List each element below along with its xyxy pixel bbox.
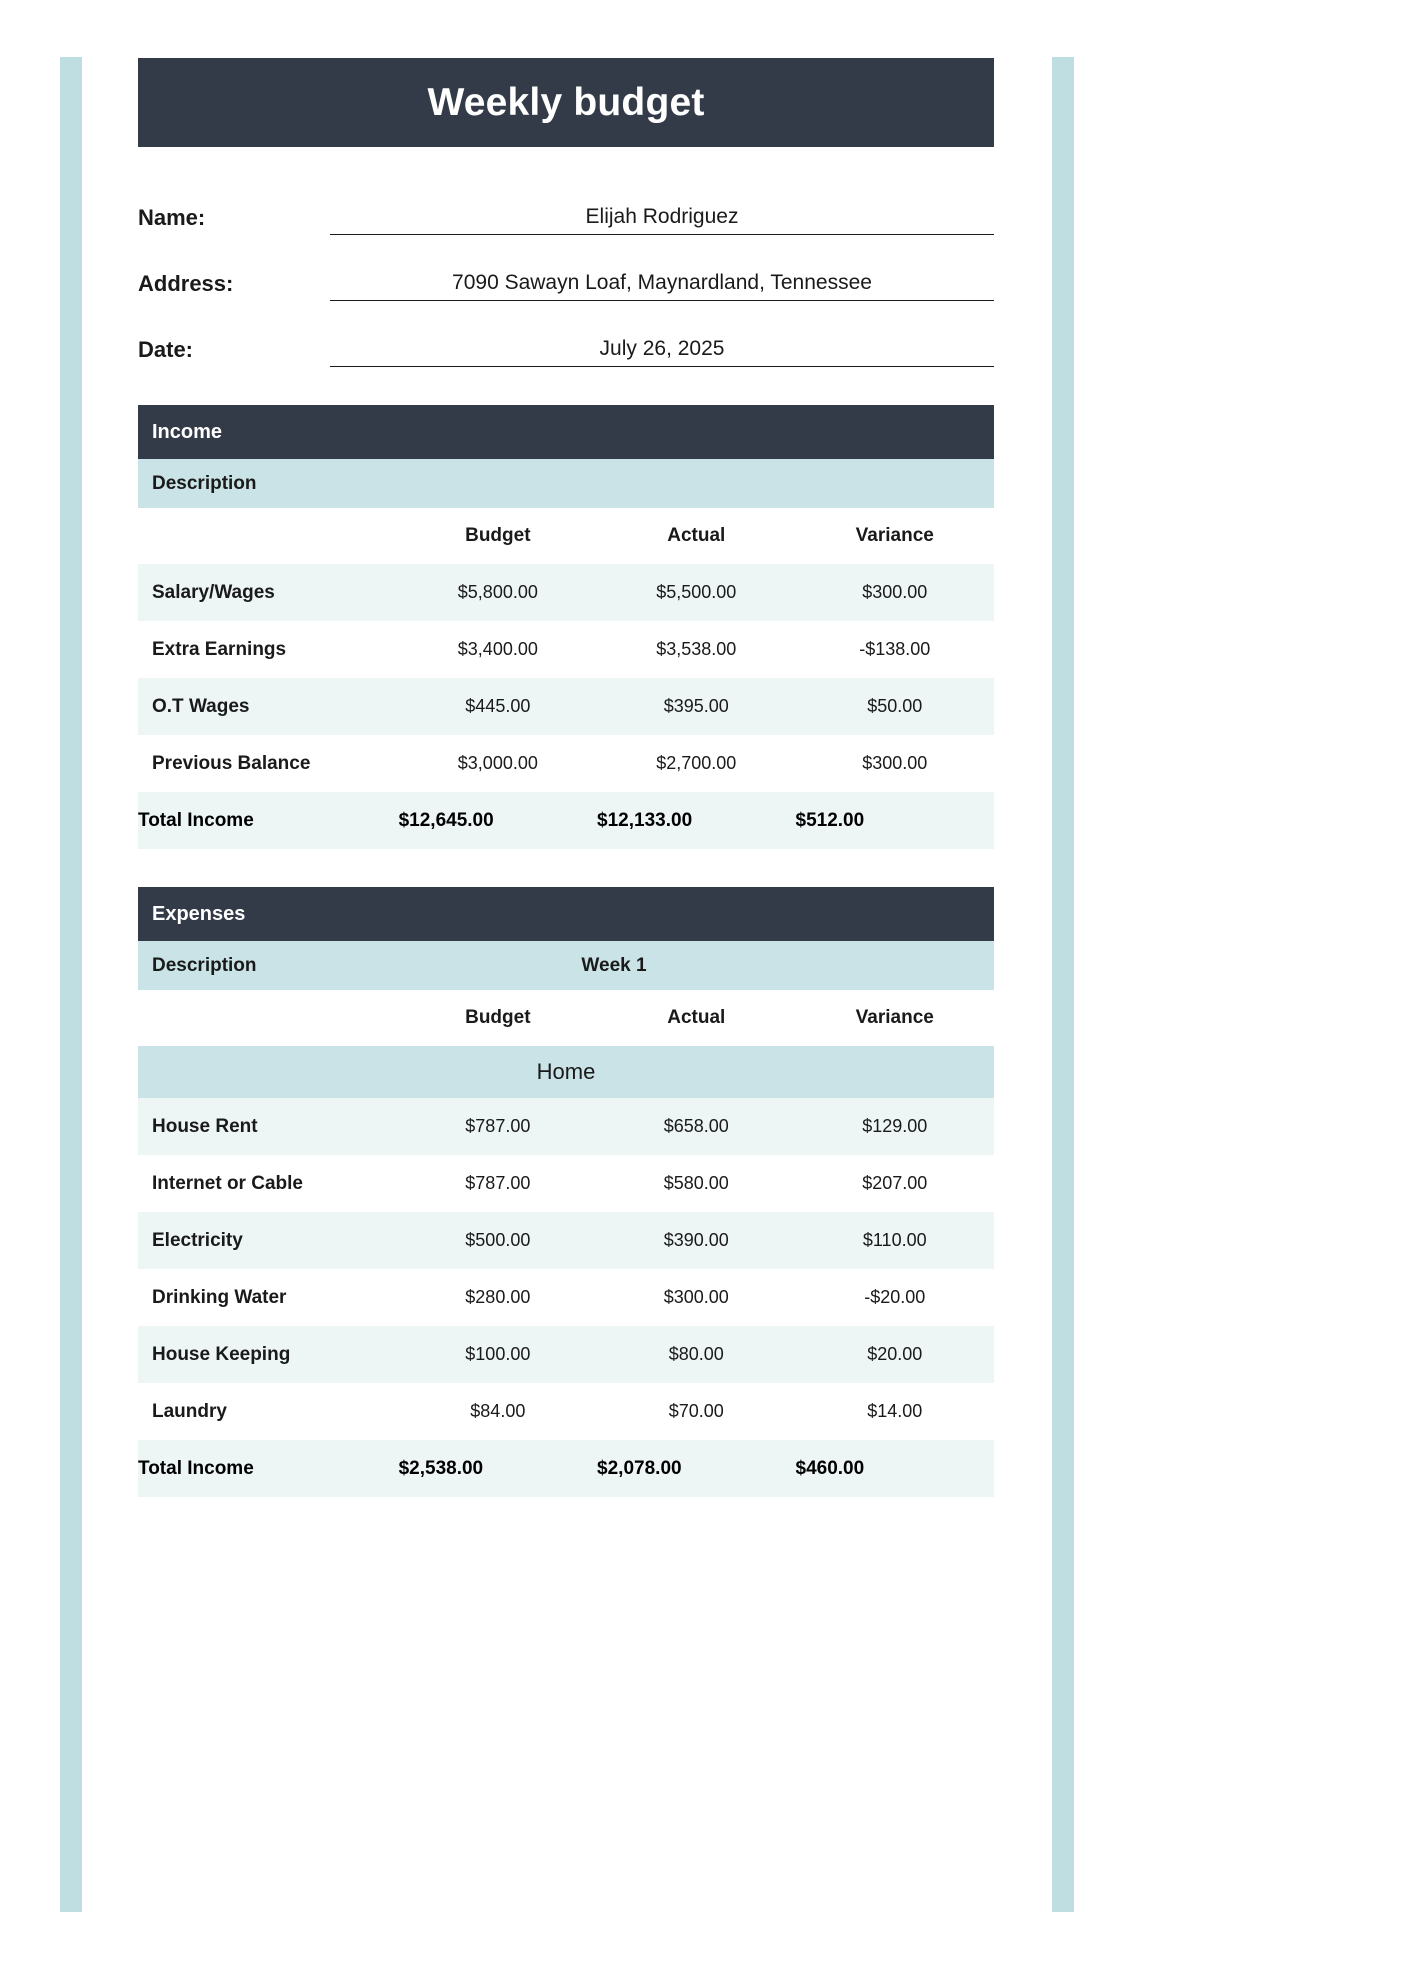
table-row <box>138 735 994 792</box>
table-row <box>138 1326 994 1383</box>
expenses-header-actual: Actual <box>597 990 795 1046</box>
expense-row-label: Laundry <box>138 1383 399 1440</box>
expenses-column-header-row <box>138 990 994 1046</box>
income-header-budget: Budget <box>399 508 597 564</box>
info-fields <box>138 191 994 367</box>
income-table <box>138 508 994 849</box>
expense-row-label: Internet or Cable <box>138 1155 399 1212</box>
income-section-header <box>138 405 994 459</box>
expenses-group-header-home <box>138 1046 994 1098</box>
income-row-budget: $445.00 <box>399 678 597 735</box>
income-row-actual: $5,500.00 <box>597 564 795 621</box>
income-subheader <box>138 459 994 508</box>
left-accent-bar <box>60 57 82 1912</box>
expense-row-variance: $110.00 <box>796 1212 995 1269</box>
expenses-table <box>138 990 994 1497</box>
income-column-header-row <box>138 508 994 564</box>
table-row <box>138 1155 994 1212</box>
address-value: 7090 Sawayn Loaf, Maynardland, Tennessee <box>452 271 872 294</box>
table-row <box>138 678 994 735</box>
income-header-actual: Actual <box>597 508 795 564</box>
income-total-budget: $12,645.00 <box>399 792 597 849</box>
income-row-label: Previous Balance <box>138 735 399 792</box>
date-value: July 26, 2025 <box>599 337 725 360</box>
name-field-row <box>138 191 994 235</box>
expenses-header-blank <box>138 990 399 1046</box>
page-title: Weekly budget <box>427 80 705 124</box>
expenses-total-budget: $2,538.00 <box>399 1440 597 1497</box>
expenses-group-label: Home <box>138 1046 994 1098</box>
expenses-section-header <box>138 887 994 941</box>
income-row-budget: $3,000.00 <box>399 735 597 792</box>
expense-row-actual: $80.00 <box>597 1326 795 1383</box>
table-row <box>138 1212 994 1269</box>
name-label: Name: <box>138 205 206 230</box>
document-title-bar <box>138 58 994 147</box>
table-row <box>138 621 994 678</box>
expenses-subheader <box>138 941 994 990</box>
table-row <box>138 1383 994 1440</box>
income-total-label: Total Income <box>138 792 399 849</box>
date-label: Date: <box>138 337 194 362</box>
address-input[interactable] <box>330 271 994 301</box>
expenses-header-variance: Variance <box>796 990 995 1046</box>
expense-row-budget: $84.00 <box>399 1383 597 1440</box>
expense-row-actual: $658.00 <box>597 1098 795 1155</box>
expense-row-variance: $20.00 <box>796 1326 995 1383</box>
expenses-description-label: Description <box>152 954 257 976</box>
expense-row-variance: $129.00 <box>796 1098 995 1155</box>
income-total-row <box>138 792 994 849</box>
expense-row-label: Drinking Water <box>138 1269 399 1326</box>
expense-row-label: House Rent <box>138 1098 399 1155</box>
income-row-budget: $5,800.00 <box>399 564 597 621</box>
expense-row-budget: $787.00 <box>399 1098 597 1155</box>
income-header-variance: Variance <box>796 508 995 564</box>
expense-row-actual: $580.00 <box>597 1155 795 1212</box>
income-row-label: O.T Wages <box>138 678 399 735</box>
expense-row-budget: $787.00 <box>399 1155 597 1212</box>
income-description-label: Description <box>152 472 257 494</box>
expenses-total-label: Total Income <box>138 1440 399 1497</box>
expense-row-variance: $207.00 <box>796 1155 995 1212</box>
income-total-variance: $512.00 <box>796 792 995 849</box>
table-row <box>138 564 994 621</box>
expenses-total-actual: $2,078.00 <box>597 1440 795 1497</box>
name-input[interactable] <box>330 205 994 235</box>
date-field-row <box>138 323 994 367</box>
name-value: Elijah Rodriguez <box>585 205 739 228</box>
address-label: Address: <box>138 271 234 296</box>
table-row <box>138 1269 994 1326</box>
expenses-header-budget: Budget <box>399 990 597 1046</box>
expenses-section-title: Expenses <box>152 902 246 925</box>
expenses-section <box>138 887 994 1497</box>
expense-row-budget: $500.00 <box>399 1212 597 1269</box>
expense-row-budget: $280.00 <box>399 1269 597 1326</box>
document-content <box>138 0 994 1497</box>
income-total-actual: $12,133.00 <box>597 792 795 849</box>
income-row-variance: -$138.00 <box>796 621 995 678</box>
income-row-actual: $3,538.00 <box>597 621 795 678</box>
address-field-row <box>138 257 994 301</box>
expenses-total-variance: $460.00 <box>796 1440 995 1497</box>
expense-row-actual: $300.00 <box>597 1269 795 1326</box>
expense-row-actual: $70.00 <box>597 1383 795 1440</box>
date-input[interactable] <box>330 337 994 367</box>
income-row-label: Salary/Wages <box>138 564 399 621</box>
right-accent-bar <box>1052 57 1074 1912</box>
income-section-title: Income <box>152 420 223 443</box>
table-row <box>138 1098 994 1155</box>
expense-row-variance: -$20.00 <box>796 1269 995 1326</box>
income-header-blank <box>138 508 399 564</box>
income-row-variance: $300.00 <box>796 735 995 792</box>
expense-row-budget: $100.00 <box>399 1326 597 1383</box>
income-row-actual: $2,700.00 <box>597 735 795 792</box>
income-row-label: Extra Earnings <box>138 621 399 678</box>
expense-row-variance: $14.00 <box>796 1383 995 1440</box>
expenses-week-label: Week 1 <box>581 954 647 976</box>
income-row-variance: $300.00 <box>796 564 995 621</box>
expenses-total-row <box>138 1440 994 1497</box>
income-row-variance: $50.00 <box>796 678 995 735</box>
expense-row-label: House Keeping <box>138 1326 399 1383</box>
income-row-actual: $395.00 <box>597 678 795 735</box>
expense-row-actual: $390.00 <box>597 1212 795 1269</box>
income-row-budget: $3,400.00 <box>399 621 597 678</box>
expense-row-label: Electricity <box>138 1212 399 1269</box>
income-section <box>138 405 994 849</box>
